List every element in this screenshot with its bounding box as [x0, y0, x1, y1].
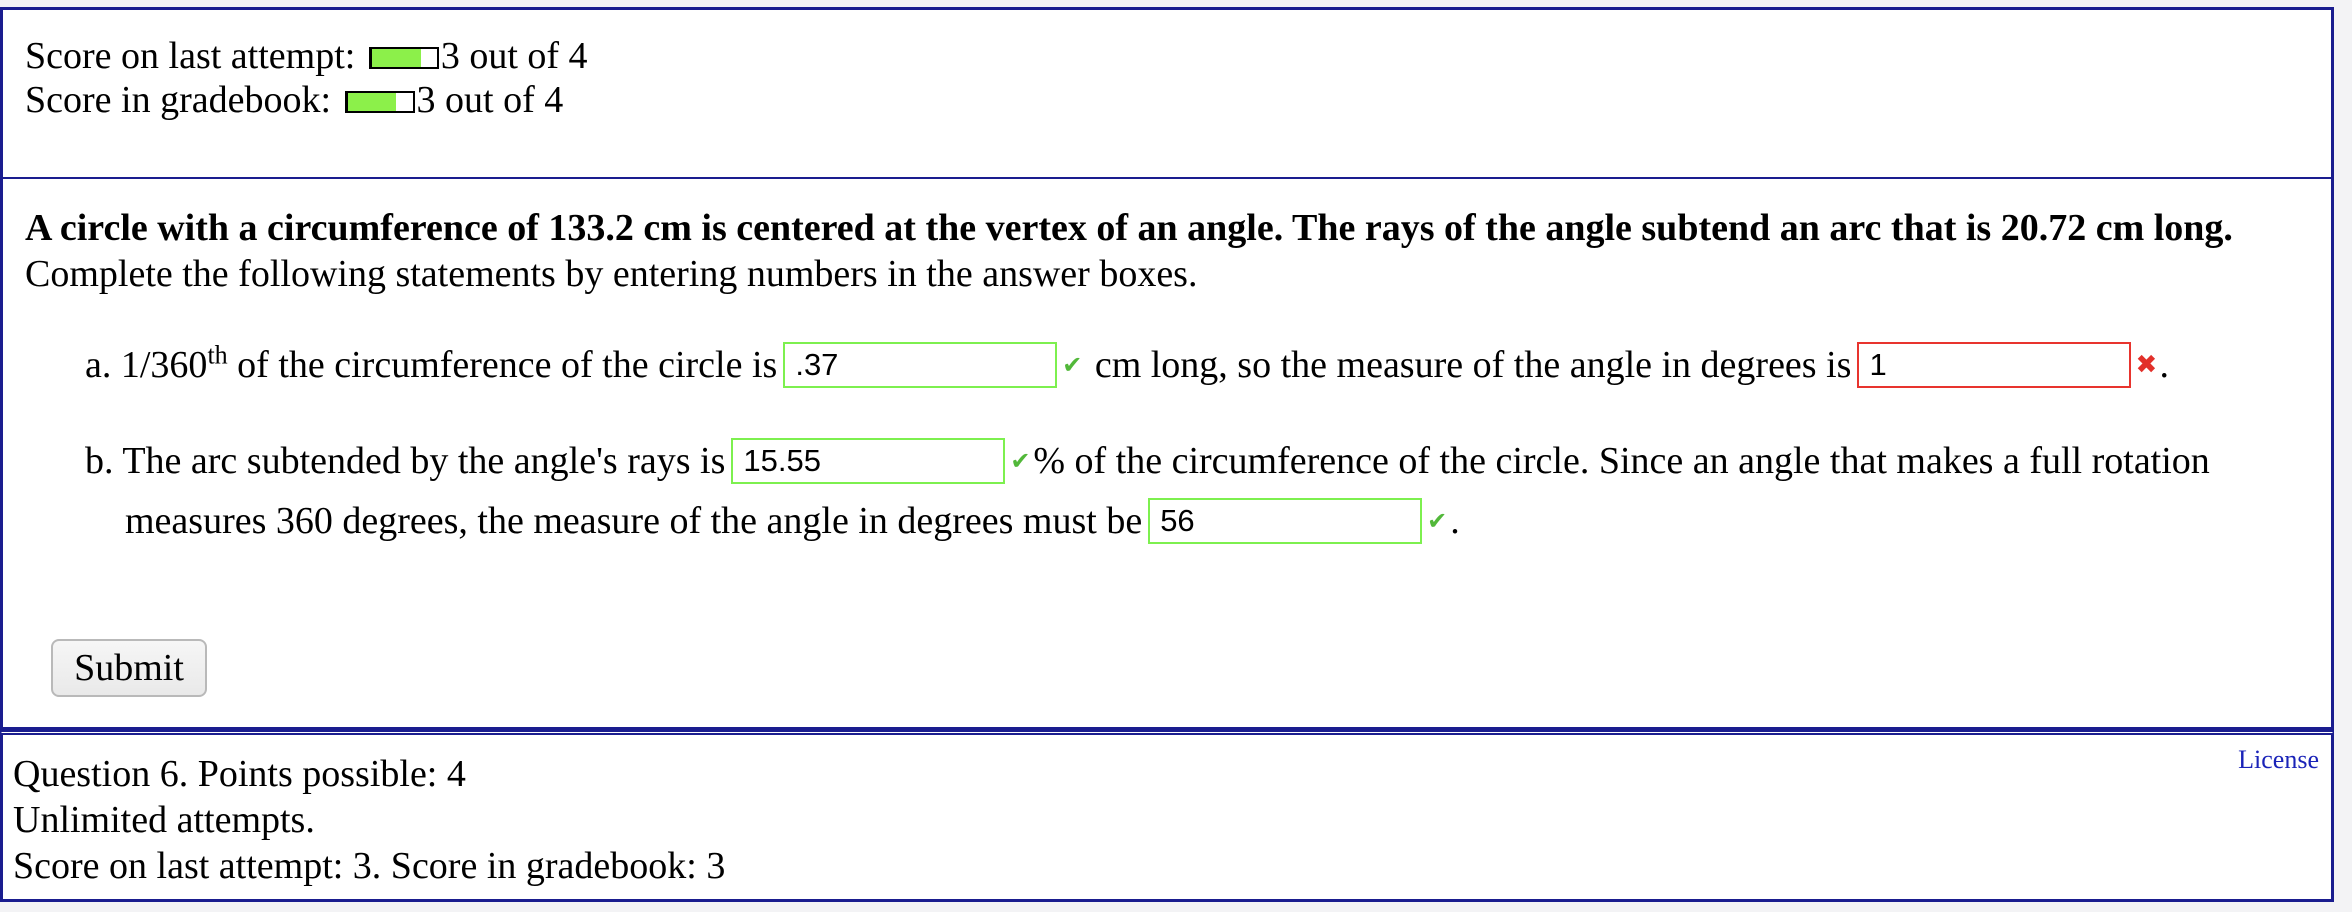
- part-a-text3: cm long, so the measure of the angle in degrees is: [1094, 344, 1852, 386]
- part-b-text2: % of the circumference of the circle. Since an angle that makes a full rotation: [1033, 440, 2210, 482]
- gradebook-score-row: [25, 78, 563, 122]
- part-b-line2: [125, 491, 1460, 554]
- x-icon: ✖: [2135, 350, 2158, 381]
- last-attempt-label: Score on last attempt:: [25, 35, 356, 77]
- part-a-text1: 1/360: [120, 344, 208, 386]
- gradebook-label: Score in gradebook:: [25, 79, 332, 121]
- part-a-answer1-input[interactable]: .37: [783, 342, 1057, 388]
- part-b-line1: [85, 431, 2210, 494]
- license-link[interactable]: License: [2238, 745, 2319, 774]
- part-a-answer2-input[interactable]: 1: [1857, 342, 2131, 388]
- part-b-answer1-input[interactable]: 15.55: [731, 438, 1005, 484]
- part-a-text2: of the circumference of the circle is: [237, 344, 778, 386]
- check-icon: ✔: [1427, 507, 1448, 536]
- last-attempt-score-row: [25, 34, 588, 78]
- part-a-end: .: [2159, 344, 2169, 386]
- question-prompt: [25, 205, 2295, 297]
- question-panel: [0, 177, 2334, 730]
- gradebook-score-meter-fill: [348, 93, 397, 111]
- part-a-superscript: th: [207, 340, 228, 370]
- part-b-end: .: [1450, 500, 1460, 542]
- question-prompt-bold: A circle with a circumference of 133.2 cm is centered at the vertex of an angle. The rays of the angle subtend an arc that is 20.72 cm long.: [25, 207, 2233, 249]
- check-icon: ✔: [1062, 351, 1083, 380]
- last-attempt-value: 3 out of 4: [440, 35, 588, 77]
- part-a: [85, 335, 2169, 398]
- submit-button[interactable]: Submit: [51, 639, 207, 697]
- last-attempt-score-meter: [369, 47, 439, 69]
- footer-score-info: Score on last attempt: 3. Score in gradebook: 3: [13, 845, 726, 887]
- question-footer: [0, 730, 2334, 902]
- part-b-text3: measures 360 degrees, the measure of the angle in degrees must be: [125, 500, 1143, 542]
- footer-question-info: Question 6. Points possible: 4: [13, 753, 466, 795]
- question-prompt-instructions: Complete the following statements by entering numbers in the answer boxes.: [25, 253, 1198, 295]
- check-icon: ✔: [1010, 447, 1031, 476]
- last-attempt-score-meter-fill: [372, 49, 421, 67]
- gradebook-score-meter: [345, 91, 415, 113]
- part-b-text1: The arc subtended by the angle's rays is: [122, 440, 726, 482]
- part-a-marker: a.: [85, 344, 112, 386]
- score-panel: [0, 7, 2334, 181]
- part-b-answer2-input[interactable]: 56: [1148, 498, 1422, 544]
- gradebook-value: 3 out of 4: [416, 79, 564, 121]
- footer-attempts-info: Unlimited attempts.: [13, 799, 315, 841]
- part-b-marker: b.: [85, 440, 114, 482]
